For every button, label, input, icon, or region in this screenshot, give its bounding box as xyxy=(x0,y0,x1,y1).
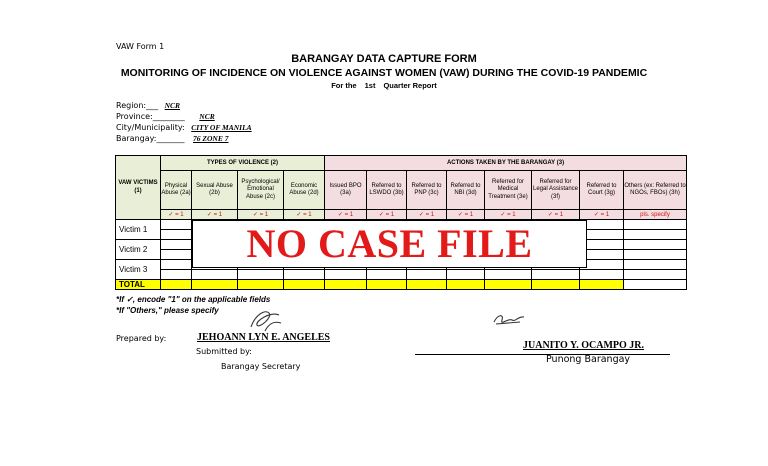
province-value: NCR xyxy=(199,112,215,121)
check-cell: ✓ = 1 xyxy=(192,210,238,220)
col-header: Others (ex: Referred to NGOs, FBOs) (3h) xyxy=(624,171,687,210)
check-cell: pls. specify xyxy=(624,210,687,220)
check-cell: ✓ = 1 xyxy=(532,210,580,220)
check-cell: ✓ = 1 xyxy=(284,210,325,220)
approver-title: Punong Barangay xyxy=(546,354,631,365)
barangay-label: Barangay:_______ xyxy=(116,134,185,143)
row-label-total: TOTAL xyxy=(116,280,161,290)
province-label: Province:________ xyxy=(116,112,185,121)
col-header: Referred for Medical Treatment (3e) xyxy=(485,171,532,210)
no-case-file-stamp: NO CASE FILE xyxy=(192,220,587,268)
row-label-victim-1: Victim 1 xyxy=(116,220,161,240)
col-header: Physical Abuse (2a) xyxy=(161,171,192,210)
col-header: Referred to LSWDO (3b) xyxy=(367,171,407,210)
types-group-header: TYPES OF VIOLENCE (2) xyxy=(161,156,325,171)
city-label: City/Municipality: xyxy=(116,123,185,132)
actions-group-header: ACTIONS TAKEN BY THE BARANGAY (3) xyxy=(325,156,687,171)
check-cell: ✓ = 1 xyxy=(161,210,192,220)
row-label-victim-2: Victim 2 xyxy=(116,240,161,260)
form-subtitle: MONITORING OF INCIDENCE ON VIOLENCE AGAINST WOMEN (VAW) DURING THE COVID-19 PANDEMIC xyxy=(120,67,648,79)
check-cell: ✓ = 1 xyxy=(407,210,447,220)
province-row xyxy=(116,112,215,121)
period-prefix: For the xyxy=(331,81,357,90)
check-cell: ✓ = 1 xyxy=(238,210,284,220)
note-encode: *If ✓, encode "1" on the applicable fields xyxy=(116,295,271,304)
col-header: Psychological/ Emotional Abuse (2c) xyxy=(238,171,284,210)
check-cell: ✓ = 1 xyxy=(485,210,532,220)
check-cell: ✓ = 1 xyxy=(325,210,367,220)
barangay-value: 76 ZONE 7 xyxy=(193,134,229,143)
prepared-label: Prepared by: xyxy=(116,334,167,343)
col-header: Referred to Court (3g) xyxy=(580,171,624,210)
col-header: Referred for Legal Assistance (3f) xyxy=(532,171,580,210)
approver-name: JUANITO Y. OCAMPO JR. xyxy=(523,340,645,351)
period-suffix: Quarter Report xyxy=(383,81,437,90)
submitted-label: Submitted by: xyxy=(196,347,252,356)
form-title: BARANGAY DATA CAPTURE FORM xyxy=(291,53,477,65)
prepared-name: JEHOANN LYN E. ANGELES xyxy=(197,332,330,343)
col-header: Economic Abuse (2d) xyxy=(284,171,325,210)
col-header: Referred to PNP (3c) xyxy=(407,171,447,210)
note-others: *If "Others," please specify xyxy=(116,306,219,315)
signature-line xyxy=(415,354,670,355)
secretary-signature xyxy=(245,305,285,335)
victims-header: VAW VICTIMS (1) xyxy=(116,156,161,220)
form-code: VAW Form 1 xyxy=(116,42,165,51)
region-row xyxy=(116,101,180,110)
city-value: CITY OF MANILA xyxy=(191,123,252,132)
col-header: Sexual Abuse (2b) xyxy=(192,171,238,210)
prepared-position: Barangay Secretary xyxy=(221,362,301,371)
region-label: Region:___ xyxy=(116,101,159,110)
check-cell: ✓ = 1 xyxy=(367,210,407,220)
col-header: Issued BPO (3a) xyxy=(325,171,367,210)
city-row xyxy=(116,123,252,132)
barangay-row xyxy=(116,134,228,143)
check-cell: ✓ = 1 xyxy=(580,210,624,220)
region-value: NCR xyxy=(164,101,181,110)
report-period xyxy=(0,81,768,90)
col-header: Referred to NBI (3d) xyxy=(447,171,485,210)
punong-barangay-signature xyxy=(490,308,530,330)
row-label-victim-3: Victim 3 xyxy=(116,260,161,280)
period-quarter: 1st xyxy=(364,81,376,90)
check-cell: ✓ = 1 xyxy=(447,210,485,220)
